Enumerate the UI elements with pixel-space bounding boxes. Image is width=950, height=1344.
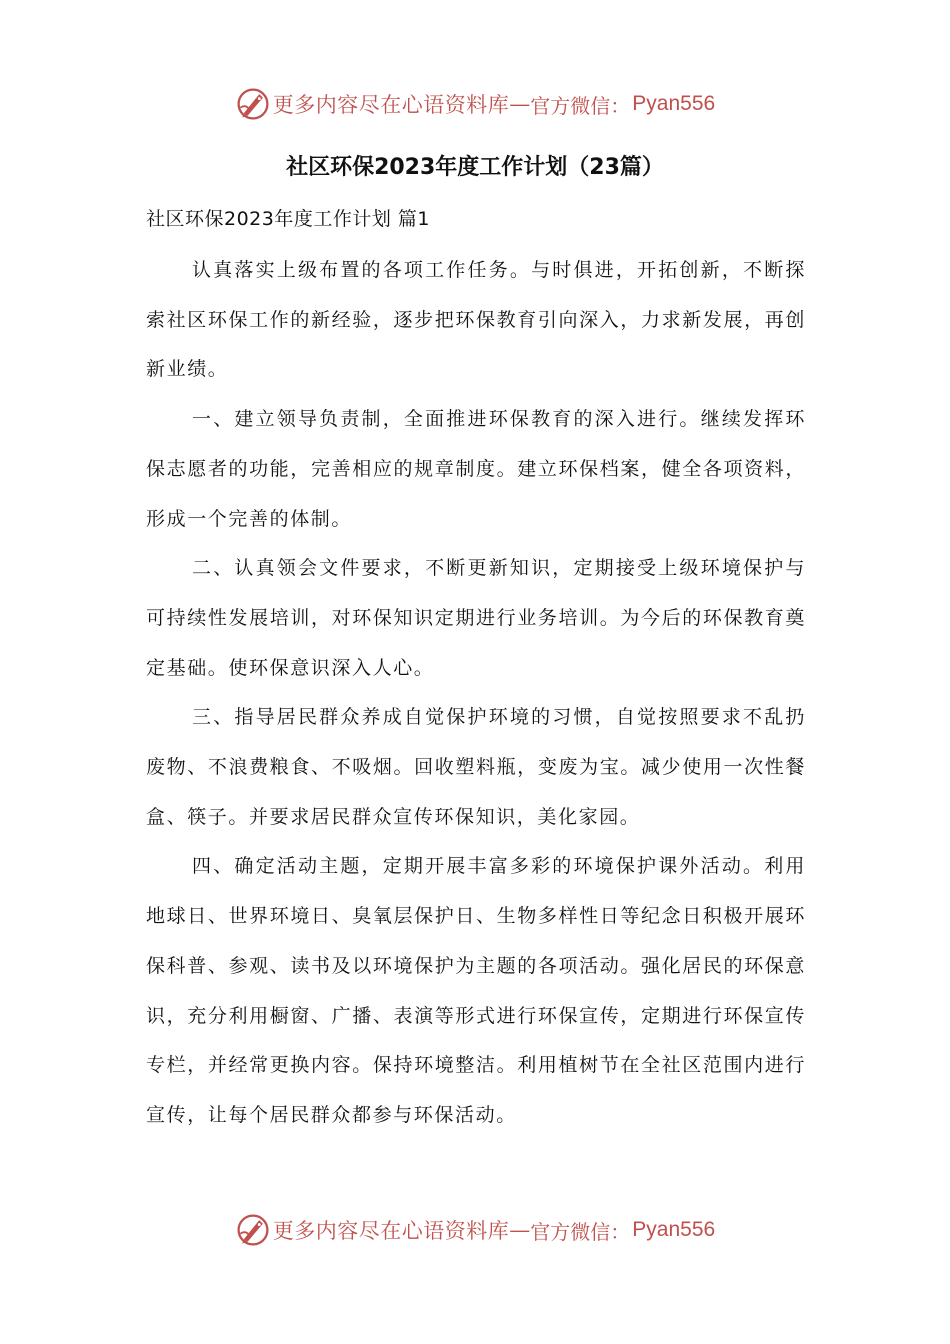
banner-contact-id: Pyan556 — [632, 92, 716, 115]
document-title: 社区环保2023年度工作计划（23篇） — [286, 155, 664, 180]
paragraph: 四、确定活动主题，定期开展丰富多彩的环境保护课外活动。利用地球日、世界环境日、臭氧层保护日、生物多样性日等纪念日积极开展环保科普、参观、读书及以环境保护为主题的各项活动。强化居民的环保意识，充分利用橱窗、广播、表演等形式进行环保宣传，定期进行环保宣传专栏，并经常更换内容。保持环境整洁。利用植树节在全社区范围内进行宣传，让每个居民群众都参与环保活动。 — [146, 855, 806, 1126]
pen-nib-logo-icon — [235, 86, 271, 122]
header-banner — [0, 84, 950, 124]
pen-nib-logo-icon — [235, 1212, 271, 1248]
banner-text: 更多内容尽在心语资料库 — [272, 1219, 510, 1243]
banner-contact-id: Pyan556 — [632, 1218, 716, 1241]
banner-contact-label: 官方微信： — [530, 93, 631, 118]
paragraph: 认真落实上级布置的各项工作任务。与时俱进，开拓创新，不断探索社区环保工作的新经验，逐步把环保教育引向深入，力求新发展，再创新业绩。 — [146, 259, 806, 381]
footer-banner — [0, 1210, 950, 1250]
banner-contact-label: 官方微信： — [530, 1219, 631, 1244]
banner-separator: — — [509, 92, 531, 116]
paragraph: 二、认真领会文件要求，不断更新知识，定期接受上级环境保护与可持续性发展培训，对环保知识定期进行业务培训。为今后的环保教育奠定基础。使环保意识深入人心。 — [146, 557, 806, 679]
paragraph: 三、指导居民群众养成自觉保护环境的习惯，自觉按照要求不乱扔废物、不浪费粮食、不吸烟。回收塑料瓶，变废为宝。减少使用一次性餐盒、筷子。并要求居民群众宣传环保知识，美化家园。 — [146, 706, 806, 828]
banner-text: 更多内容尽在心语资料库 — [272, 93, 510, 117]
document-body — [146, 246, 806, 1141]
paragraph: 一、建立领导负责制，全面推进环保教育的深入进行。继续发挥环保志愿者的功能，完善相应的规章制度。建立环保档案，健全各项资料，形成一个完善的体制。 — [146, 408, 806, 530]
section-heading: 社区环保2023年度工作计划 篇1 — [146, 208, 430, 230]
banner-separator: — — [509, 1218, 531, 1242]
